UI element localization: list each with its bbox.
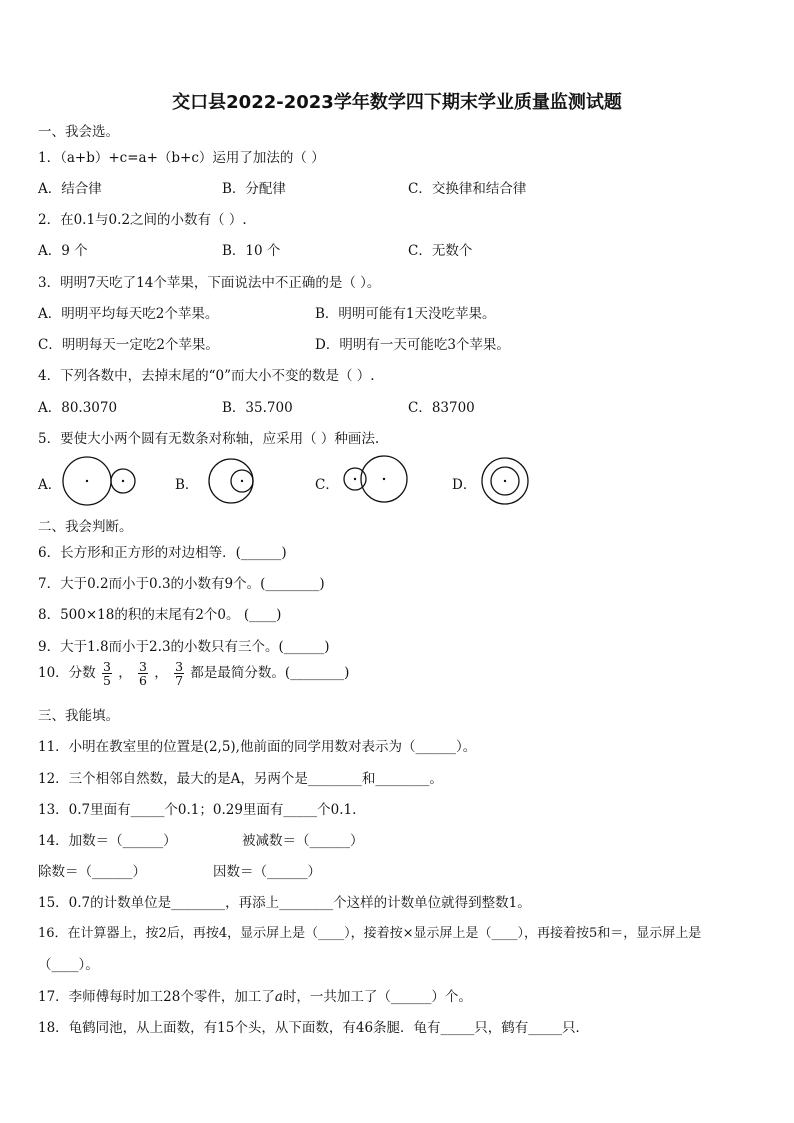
fraction-3-6: $\frac{3}{6}$	[139, 659, 147, 689]
section-heading-choose: 一、我会选。	[38, 124, 119, 140]
question-1-stem: 1．（a+b）+c=a+（b+c）运用了加法的（ ）	[38, 150, 325, 166]
fraction-3-7: $\frac{3}{7}$	[175, 659, 184, 689]
question-9: 9．大于1.8而小于2.3的小数只有三个。(______)	[38, 639, 330, 655]
question-5-option-a: A．	[38, 477, 62, 493]
question-2-option-c: C．无数个	[408, 243, 473, 259]
question-17: 17．李师傅每时加工28个零件，加工了a时，一共加工了（______）个。	[38, 989, 472, 1005]
question-5-option-d: D．	[452, 477, 477, 493]
question-5-stem: 5．要使大小两个圆有无数条对称轴，应采用（ ）种画法.	[38, 431, 380, 447]
question-1-option-c: C．交换律和结合律	[408, 181, 527, 197]
question-14-minuend: 被减数＝（______）	[242, 833, 364, 849]
question-16-line-1: 16．在计算器上，按2后，再按4，显示屏上是（____），接着按×显示屏上是（____），再接着按5和＝，显示屏上是	[38, 926, 702, 941]
question-2-option-a: A．9 个	[38, 243, 88, 259]
question-14-divisor: 除数＝（______）	[38, 864, 146, 880]
question-2-stem: 2．在0.1与0.2之间的小数有（ ）.	[38, 212, 247, 228]
question-5-figure-d	[480, 456, 532, 508]
question-7: 7．大于0.2而小于0.3的小数有9个。(________)	[38, 576, 325, 592]
question-4-option-c: C．83700	[408, 400, 475, 416]
page-title: 交口县2022-2023学年数学四下期末学业质量监测试题	[172, 92, 622, 113]
section-heading-judge: 二、我会判断。	[38, 519, 133, 535]
question-4-stem: 4．下列各数中，去掉末尾的“0”而大小不变的数是（ ）.	[38, 368, 375, 384]
question-3-stem: 3．明明7天吃了14个苹果，下面说法中不正确的是（ ）。	[38, 275, 381, 291]
question-10: 10．分数 $\frac{3}{5}$ ， $\frac{3}{6}$ ， $\frac{3}{7}$ 都是最简分数。(________)	[38, 659, 350, 689]
question-13: 13．0.7里面有_____个0.1；0.29里面有_____个0.1.	[38, 802, 357, 818]
question-18: 18．龟鹤同池，从上面数，有15个头，从下面数，有46条腿．龟有_____只，鹤有_____只．	[38, 1020, 590, 1036]
question-16-line-2: （____）。	[38, 957, 99, 973]
question-14-factor: 因数＝（______）	[213, 864, 321, 880]
variable-a: a	[274, 989, 283, 1005]
section-heading-fill: 三、我能填。	[38, 708, 119, 724]
question-3-option-d: D．明明有一天可能吃3个苹果。	[315, 337, 510, 353]
question-14-addend: 14．加数＝（______）	[38, 833, 177, 849]
question-1-option-a: A．结合律	[38, 181, 102, 197]
question-10-prefix: 10．分数	[38, 665, 96, 682]
question-5-option-b: B．	[175, 477, 199, 493]
question-15: 15．0.7的计数单位是________，再添上________个这样的计数单位就得到整数1。	[38, 895, 531, 911]
question-10-suffix: 都是最简分数。(________)	[190, 665, 350, 682]
question-6: 6．长方形和正方形的对边相等．(______)	[38, 545, 287, 561]
question-11: 11．小明在教室里的位置是(2,5),他前面的同学用数对表示为（______）。	[38, 739, 477, 755]
question-3-option-b: B．明明可能有1天没吃苹果。	[315, 306, 496, 322]
question-3-option-c: C．明明每天一定吃2个苹果。	[38, 337, 219, 353]
fraction-3-5: $\frac{3}{5}$	[102, 659, 111, 689]
question-3-option-a: A．明明平均每天吃2个苹果。	[38, 306, 219, 322]
question-5-option-c: C．	[315, 477, 339, 493]
question-4-option-b: B．35.700	[222, 400, 293, 416]
question-5-figure-c	[340, 456, 415, 506]
question-8: 8．500×18的积的末尾有2个0。 (____)	[38, 607, 282, 623]
question-4-option-a: A．80.3070	[38, 400, 118, 416]
question-5-figure-a	[60, 456, 140, 506]
question-1-option-b: B．分配律	[222, 181, 286, 197]
question-2-option-b: B．10 个	[222, 243, 281, 259]
question-12: 12．三个相邻自然数，最大的是A，另两个是________和________。	[38, 771, 443, 787]
question-5-figure-b	[205, 456, 265, 506]
